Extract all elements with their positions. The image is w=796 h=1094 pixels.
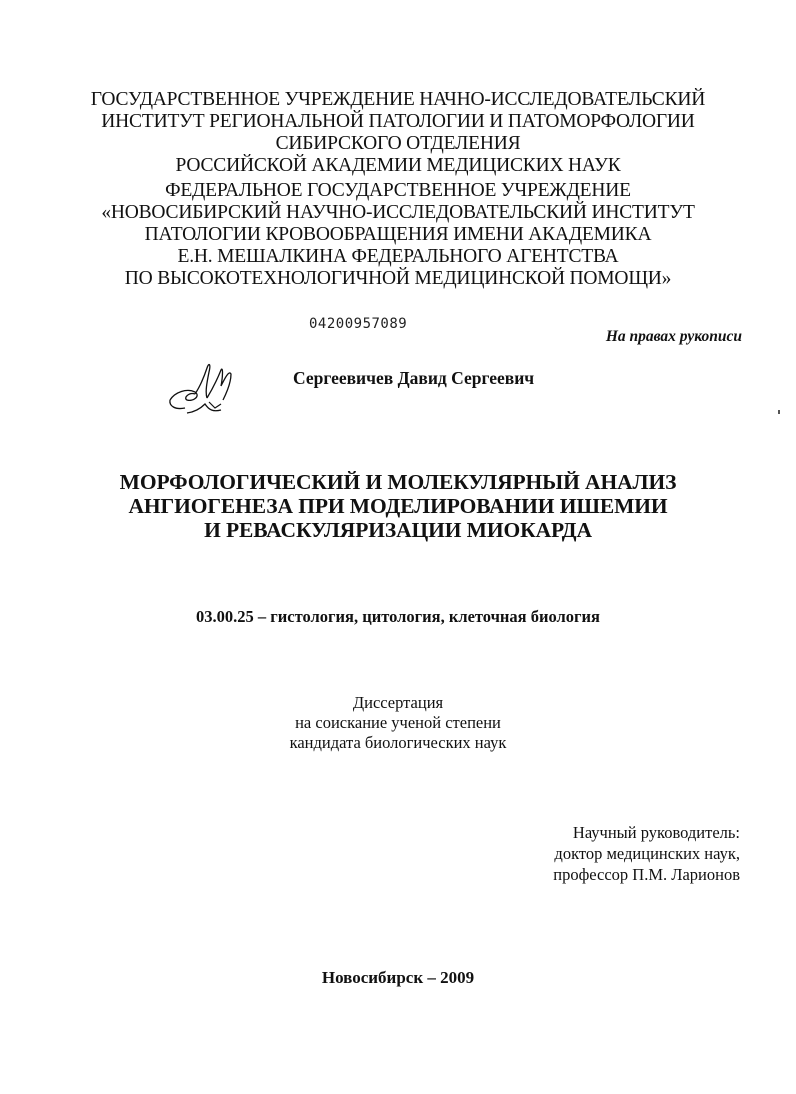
header-line: ГОСУДАРСТВЕННОЕ УЧРЕЖДЕНИЕ НАЧНО-ИССЛЕДОВАТЕЛЬСКИЙ	[90, 89, 706, 110]
rights-note: На правах рукописи	[605, 328, 742, 345]
advisor-line: доктор медицинских наук,	[554, 844, 740, 863]
scientific-advisor	[553, 822, 740, 885]
header-line: ФЕДЕРАЛЬНОЕ ГОСУДАРСТВЕННОЕ УЧРЕЖДЕНИЕ	[165, 180, 631, 201]
advisor-line: профессор П.М. Ларионов	[553, 865, 740, 884]
author-name: Сергеевичев Давид Сергеевич	[293, 368, 535, 388]
advisor-line: Научный руководитель:	[572, 823, 740, 842]
header-line: ИНСТИТУТ РЕГИОНАЛЬНОЙ ПАТОЛОГИИ И ПАТОМОРФОЛОГИИ	[101, 111, 695, 132]
title-line: АНГИОГЕНЕЗА ПРИ МОДЕЛИРОВАНИИ ИШЕМИИ	[128, 494, 668, 518]
header-line: ПАТОЛОГИИ КРОВООБРАЩЕНИЯ ИМЕНИ АКАДЕМИКА	[144, 224, 652, 245]
specialty-code: 03.00.25 – гистология, цитология, клеточная биология	[196, 607, 600, 626]
scan-artifact	[778, 410, 780, 414]
city-year: Новосибирск – 2009	[321, 968, 475, 987]
institution-header-1	[60, 89, 736, 177]
degree-line: кандидата биологических наук	[289, 733, 507, 752]
degree-line: на соискание ученой степени	[295, 713, 501, 732]
header-line: РОССИЙСКОЙ АКАДЕМИИ МЕДИЦИСКИХ НАУК	[175, 155, 621, 176]
header-line: Е.Н. МЕШАЛКИНА ФЕДЕРАЛЬНОГО АГЕНТСТВА	[177, 246, 619, 267]
header-line: «НОВОСИБИРСКИЙ НАУЧНО-ИССЛЕДОВАТЕЛЬСКИЙ ИНСТИТУТ	[101, 202, 695, 223]
signature-icon	[165, 358, 260, 423]
degree-line: Диссертация	[352, 693, 444, 712]
header-line: ПО ВЫСОКОТЕХНОЛОГИЧНОЙ МЕДИЦИНСКОЙ ПОМОЩИ»	[124, 268, 672, 289]
header-line: СИБИРСКОГО ОТДЕЛЕНИЯ	[275, 133, 521, 154]
institution-header-2	[60, 180, 736, 290]
title-line: МОРФОЛОГИЧЕСКИЙ И МОЛЕКУЛЯРНЫЙ АНАЛИЗ	[119, 470, 677, 494]
degree-statement	[60, 693, 736, 753]
catalog-code: 04200957089	[309, 316, 408, 332]
title-line: И РЕВАСКУЛЯРИЗАЦИИ МИОКАРДА	[204, 518, 592, 542]
dissertation-title	[60, 470, 736, 542]
